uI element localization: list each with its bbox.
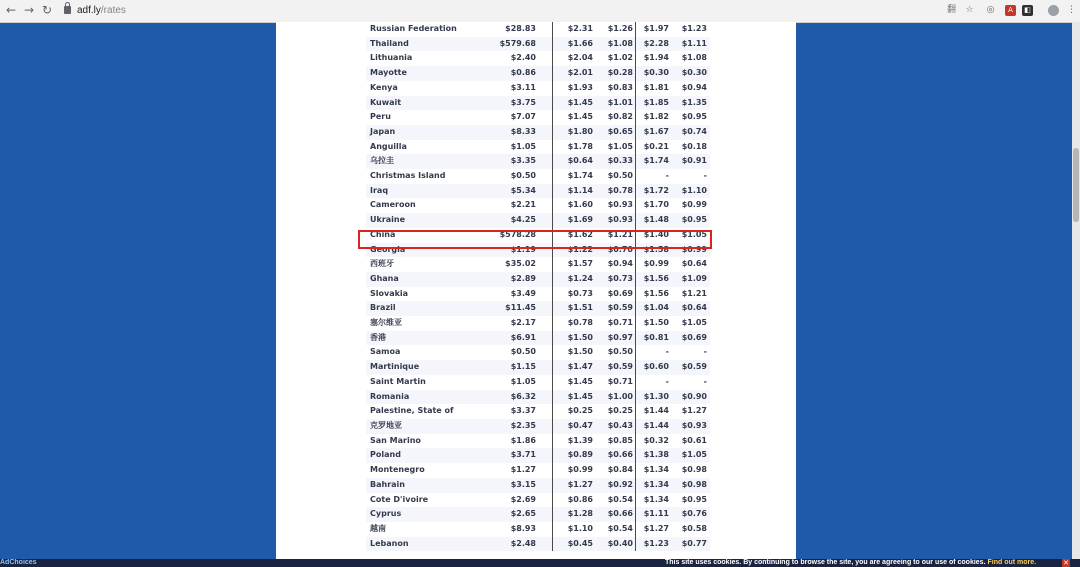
rate-cell: $2.48: [478, 537, 553, 552]
scrollbar-thumb[interactable]: [1073, 148, 1079, 222]
country-cell: Montenegro: [370, 465, 425, 475]
rate-cell: $1.74: [567, 171, 593, 181]
rate-cell: $1.60: [567, 200, 593, 210]
country-cell: Slovakia: [370, 288, 409, 298]
rate-cell: $1.09: [669, 272, 710, 287]
table-row: [366, 81, 710, 96]
country-cell: Ukraine: [366, 213, 478, 228]
table-row: [366, 22, 710, 37]
highlight-box-china: [358, 230, 712, 249]
extension-circle-icon[interactable]: ◎: [986, 5, 995, 15]
country-cell: Japan: [366, 125, 478, 140]
country-cell: Mayotte: [366, 66, 478, 81]
table-row: [366, 522, 710, 537]
country-cell: Saint Martin: [370, 376, 426, 386]
country-cell: 塞尔维亚: [370, 318, 402, 328]
rate-cell: $1.50: [553, 331, 594, 346]
table-row: [366, 463, 710, 478]
rate-cell: $1.28: [553, 507, 594, 522]
rate-cell: $0.97: [593, 331, 636, 346]
country-cell: Martinique: [366, 360, 478, 375]
rate-cell: $0.50: [478, 345, 553, 360]
rate-cell: $0.50: [478, 169, 553, 184]
country-cell: 香港: [366, 331, 478, 346]
browser-toolbar: [0, 0, 1080, 23]
rate-cell: $3.71: [478, 448, 553, 463]
country-cell: San Marino: [370, 435, 421, 445]
menu-icon[interactable]: ⋮: [1067, 5, 1076, 15]
rate-cell: $1.50: [567, 347, 593, 357]
rate-cell: $3.37: [478, 404, 553, 419]
rate-cell: $1.56: [643, 288, 669, 298]
rate-cell: $0.30: [669, 66, 710, 81]
table-row: [366, 213, 710, 228]
scrollbar-track[interactable]: [1072, 22, 1080, 559]
star-icon[interactable]: ☆: [965, 5, 974, 15]
table-row: [366, 419, 710, 434]
rate-cell: $0.28: [593, 66, 636, 81]
country-cell: Cyprus: [366, 507, 478, 522]
country-cell: Cameroon: [370, 200, 416, 210]
adchoices-link[interactable]: AdChoices: [0, 559, 37, 566]
rate-cell: $1.23: [636, 537, 670, 552]
rate-cell: $0.95: [669, 213, 710, 228]
table-row: [366, 110, 710, 125]
table-row: [366, 507, 710, 522]
country-cell: Anguilla: [370, 141, 407, 151]
rate-cell: $1.22: [553, 243, 594, 258]
rate-cell: $3.75: [478, 96, 553, 111]
table-row: [366, 37, 710, 52]
rate-cell: $0.93: [669, 419, 710, 434]
table-row: [366, 375, 710, 390]
rate-cell: $0.78: [567, 318, 593, 328]
rate-cell: $2.17: [478, 316, 553, 331]
rate-cell: $0.98: [669, 478, 710, 493]
rate-cell: $1.15: [478, 360, 553, 375]
rate-cell: $5.34: [478, 184, 553, 199]
rate-cell: $1.26: [593, 22, 636, 37]
rate-cell: $0.89: [553, 448, 594, 463]
rate-cell: $0.25: [567, 406, 593, 416]
rate-cell: $0.77: [669, 537, 710, 552]
country-cell: Thailand: [366, 37, 478, 52]
rate-cell: $1.45: [553, 96, 594, 111]
country-cell: Bahrain: [366, 478, 478, 493]
rate-cell: $1.27: [478, 463, 553, 478]
country-cell: 西班牙: [370, 259, 394, 269]
url-path: /rates: [100, 5, 126, 16]
rate-cell: $1.08: [681, 53, 707, 63]
rate-cell: $1.10: [669, 184, 710, 199]
rates-table-body: [366, 22, 710, 551]
rate-cell: $1.00: [593, 390, 636, 405]
cookie-message: [665, 559, 1036, 567]
table-row: [366, 272, 710, 287]
rate-cell: $0.84: [593, 463, 636, 478]
rate-cell: $0.21: [643, 141, 669, 151]
rate-cell: $1.30: [636, 390, 670, 405]
rate-cell: $0.91: [669, 154, 710, 169]
rate-cell: $1.23: [681, 24, 707, 33]
table-row: [366, 493, 710, 508]
rate-cell: $0.98: [681, 465, 707, 475]
rate-cell: $2.89: [478, 272, 553, 287]
rate-cell: -: [703, 376, 707, 386]
rate-cell: $0.93: [593, 213, 636, 228]
rate-cell: $1.66: [553, 37, 594, 52]
rate-cell: $0.59: [593, 360, 636, 375]
rate-cell: $0.30: [636, 66, 670, 81]
rate-cell: $0.61: [681, 435, 707, 445]
rate-cell: $0.99: [669, 243, 710, 258]
table-row: [366, 360, 710, 375]
rate-cell: $1.58: [636, 243, 670, 258]
rate-cell: $1.34: [643, 465, 669, 475]
rate-cell: $0.71: [593, 316, 636, 331]
rate-cell: $8.33: [478, 125, 553, 140]
rate-cell: $1.04: [636, 301, 670, 316]
table-row: [366, 66, 710, 81]
rate-cell: $0.70: [593, 243, 636, 258]
table-row: [366, 390, 710, 405]
country-cell: 克罗地亚: [366, 419, 478, 434]
rate-cell: $1.27: [681, 406, 707, 416]
rate-cell: $1.27: [643, 523, 669, 533]
country-cell: Cote D'ivoire: [370, 494, 429, 504]
rate-cell: $1.51: [553, 301, 594, 316]
rate-cell: $0.50: [593, 169, 636, 184]
forward-icon[interactable]: →: [23, 3, 35, 17]
table-row: [366, 96, 710, 111]
rate-cell: $1.05: [593, 140, 636, 155]
cookie-bar: [0, 559, 1080, 567]
rates-panel: [276, 22, 796, 562]
rate-cell: $1.72: [636, 184, 670, 199]
rate-cell: $1.70: [643, 200, 669, 210]
country-cell: Christmas Island: [370, 171, 446, 181]
rate-cell: $1.05: [669, 448, 710, 463]
country-cell: Kenya: [370, 82, 398, 92]
cookie-close-icon[interactable]: ✕: [1063, 559, 1069, 567]
table-row: [366, 154, 710, 169]
rate-cell: -: [703, 347, 707, 357]
rate-cell: $0.99: [681, 200, 707, 210]
rate-cell: $1.11: [636, 507, 670, 522]
rate-cell: $0.43: [593, 419, 636, 434]
rate-cell: $0.59: [669, 360, 710, 375]
rate-cell: $1.40: [643, 229, 669, 239]
rate-cell: $0.99: [643, 259, 669, 269]
rate-cell: $0.73: [567, 288, 593, 298]
country-cell: Lebanon: [366, 537, 478, 552]
rate-cell: $1.80: [553, 125, 594, 140]
country-cell: Lithuania: [370, 53, 413, 63]
rate-cell: $0.85: [593, 434, 636, 449]
country-cell: Peru: [370, 112, 391, 122]
country-cell: China: [370, 229, 396, 239]
rate-cell: $1.38: [636, 448, 670, 463]
country-cell: Palestine, State of: [370, 406, 454, 416]
rate-cell: $0.64: [553, 154, 594, 169]
rate-cell: $0.45: [553, 537, 594, 552]
table-row: [366, 198, 710, 213]
rate-cell: $1.47: [553, 360, 594, 375]
rate-cell: $35.02: [478, 257, 553, 272]
rate-cell: $0.73: [593, 272, 636, 287]
rate-cell: $1.21: [593, 228, 636, 243]
rate-cell: $0.59: [593, 301, 636, 316]
back-icon[interactable]: ←: [5, 3, 17, 17]
rate-cell: $0.93: [593, 198, 636, 213]
country-cell: Poland: [366, 448, 478, 463]
rate-cell: $3.35: [478, 154, 553, 169]
rate-cell: $1.48: [636, 213, 670, 228]
rate-cell: $1.08: [593, 37, 636, 52]
rate-cell: $1.05: [681, 229, 707, 239]
rate-cell: -: [665, 171, 669, 181]
rate-cell: -: [665, 376, 669, 386]
rate-cell: $1.44: [643, 406, 669, 416]
rate-cell: $0.60: [636, 360, 670, 375]
rate-cell: $3.11: [478, 81, 553, 96]
rate-cell: $0.86: [567, 494, 593, 504]
rate-cell: $0.40: [593, 537, 636, 552]
rate-cell: $0.54: [593, 493, 636, 508]
rate-cell: $1.01: [593, 96, 636, 111]
reload-icon[interactable]: ↻: [41, 3, 53, 17]
table-row: [366, 287, 710, 302]
rate-cell: $0.90: [669, 390, 710, 405]
rate-cell: $2.65: [478, 507, 553, 522]
table-row: [366, 140, 710, 155]
rate-cell: $1.39: [567, 435, 593, 445]
rate-cell: $1.74: [636, 154, 670, 169]
table-row: [366, 537, 710, 552]
table-row: [366, 404, 710, 419]
address-bar[interactable]: [77, 4, 126, 18]
rate-cell: $0.25: [593, 404, 636, 419]
rate-cell: $2.31: [567, 24, 593, 33]
pdf-extension-icon[interactable]: A: [1005, 5, 1016, 16]
rate-cell: $1.78: [567, 141, 593, 151]
rate-cell: $0.95: [681, 494, 707, 504]
rate-cell: $1.44: [636, 419, 670, 434]
rate-cell: $0.64: [669, 301, 710, 316]
rate-cell: $1.34: [643, 494, 669, 504]
rate-cell: $11.45: [478, 301, 553, 316]
rate-cell: $0.64: [681, 259, 707, 269]
rate-cell: $0.66: [593, 507, 636, 522]
rate-cell: $0.18: [681, 141, 707, 151]
country-cell: Georgia: [366, 243, 478, 258]
rate-cell: $0.92: [593, 478, 636, 493]
rate-cell: $0.83: [593, 81, 636, 96]
cookie-find-out-more-link[interactable]: Find out more.: [987, 559, 1037, 566]
extension-cube-icon[interactable]: ◧: [1022, 5, 1033, 16]
rate-cell: $0.58: [681, 523, 707, 533]
country-cell: Samoa: [370, 347, 401, 357]
rate-cell: $6.91: [478, 331, 553, 346]
rate-cell: $0.78: [593, 184, 636, 199]
country-cell: 乌拉圭: [366, 154, 478, 169]
rate-cell: $28.83: [478, 22, 553, 37]
rate-cell: $1.35: [669, 96, 710, 111]
rate-cell: $0.71: [593, 375, 636, 390]
rate-cell: $1.57: [567, 259, 593, 269]
rate-cell: $1.05: [478, 375, 553, 390]
rate-cell: $0.69: [669, 331, 710, 346]
rate-cell: $6.32: [478, 390, 553, 405]
rate-cell: $1.94: [643, 53, 669, 63]
rate-cell: $0.82: [593, 110, 636, 125]
rate-cell: $1.14: [553, 184, 594, 199]
rate-cell: $0.74: [669, 125, 710, 140]
table-row: [366, 345, 710, 360]
rate-cell: $0.32: [643, 435, 669, 445]
country-cell: Romania: [366, 390, 478, 405]
table-row: [366, 169, 710, 184]
rate-cell: $0.99: [567, 465, 593, 475]
table-row: [366, 434, 710, 449]
table-row: [366, 478, 710, 493]
rate-cell: $0.69: [593, 287, 636, 302]
rate-cell: $2.21: [478, 198, 553, 213]
url-host: adf.ly: [77, 5, 101, 16]
rate-cell: -: [703, 171, 707, 181]
rate-cell: $4.25: [478, 213, 553, 228]
translate-icon[interactable]: 翻: [946, 5, 956, 15]
rate-cell: $1.56: [636, 272, 670, 287]
rate-cell: $1.24: [553, 272, 594, 287]
rate-cell: $1.81: [643, 82, 669, 92]
rate-cell: $1.05: [681, 318, 707, 328]
rate-cell: $1.05: [478, 140, 553, 155]
lock-icon: [64, 6, 71, 14]
rate-cell: $0.50: [593, 345, 636, 360]
rate-cell: $578.28: [478, 228, 553, 243]
rate-cell: $1.50: [643, 318, 669, 328]
rate-cell: $2.01: [553, 66, 594, 81]
rate-cell: $0.54: [593, 522, 636, 537]
rate-cell: $1.19: [478, 243, 553, 258]
table-row: [366, 331, 710, 346]
rate-cell: $1.34: [636, 478, 670, 493]
rate-cell: $0.94: [681, 82, 707, 92]
rate-cell: $1.69: [553, 213, 594, 228]
rate-cell: $0.81: [636, 331, 670, 346]
country-cell: Russian Federation: [370, 24, 457, 33]
rate-cell: $0.47: [553, 419, 594, 434]
rate-cell: $3.15: [478, 478, 553, 493]
rate-cell: $1.97: [643, 24, 669, 33]
rate-cell: $1.10: [567, 523, 593, 533]
rate-cell: $1.45: [553, 390, 594, 405]
rate-cell: $1.27: [553, 478, 594, 493]
rate-cell: $2.04: [567, 53, 593, 63]
table-row: [366, 301, 710, 316]
rate-cell: $1.21: [681, 288, 707, 298]
rate-cell: $0.86: [478, 66, 553, 81]
rate-cell: $0.95: [681, 112, 707, 122]
rate-cell: $1.11: [669, 37, 710, 52]
table-row: [366, 257, 710, 272]
rate-cell: $1.93: [567, 82, 593, 92]
rate-cell: $1.02: [593, 51, 636, 66]
country-cell: Kuwait: [366, 96, 478, 111]
profile-avatar-icon[interactable]: [1048, 5, 1059, 16]
table-row: [366, 448, 710, 463]
rate-cell: -: [665, 347, 669, 357]
rate-cell: $2.40: [478, 51, 553, 66]
rate-cell: $1.62: [567, 229, 593, 239]
rate-cell: $1.86: [478, 434, 553, 449]
rate-cell: $7.07: [478, 110, 553, 125]
rate-cell: $8.93: [478, 522, 553, 537]
rate-cell: $0.66: [593, 448, 636, 463]
country-cell: Brazil: [366, 301, 478, 316]
table-row: [366, 125, 710, 140]
table-row: [366, 51, 710, 66]
rate-cell: $1.82: [643, 112, 669, 122]
cookie-text: This site uses cookies. By continuing to browse the site, you are agreeing to our use of cookies.: [665, 559, 986, 566]
rate-cell: $579.68: [478, 37, 553, 52]
rate-cell: $2.69: [478, 493, 553, 508]
rate-cell: $0.65: [593, 125, 636, 140]
rate-cell: $1.67: [636, 125, 670, 140]
rate-cell: $1.85: [636, 96, 670, 111]
country-cell: Iraq: [366, 184, 478, 199]
table-row: [366, 316, 710, 331]
rate-cell: $2.35: [478, 419, 553, 434]
rate-cell: $1.45: [567, 112, 593, 122]
country-cell: 越南: [370, 523, 386, 533]
rate-cell: $0.94: [593, 257, 636, 272]
rate-cell: $2.28: [636, 37, 670, 52]
rate-cell: $1.45: [567, 376, 593, 386]
rate-cell: $0.33: [593, 154, 636, 169]
rate-cell: $0.76: [669, 507, 710, 522]
table-row: [366, 184, 710, 199]
rate-cell: $3.49: [478, 287, 553, 302]
country-cell: Ghana: [366, 272, 478, 287]
rates-table: [366, 22, 710, 551]
